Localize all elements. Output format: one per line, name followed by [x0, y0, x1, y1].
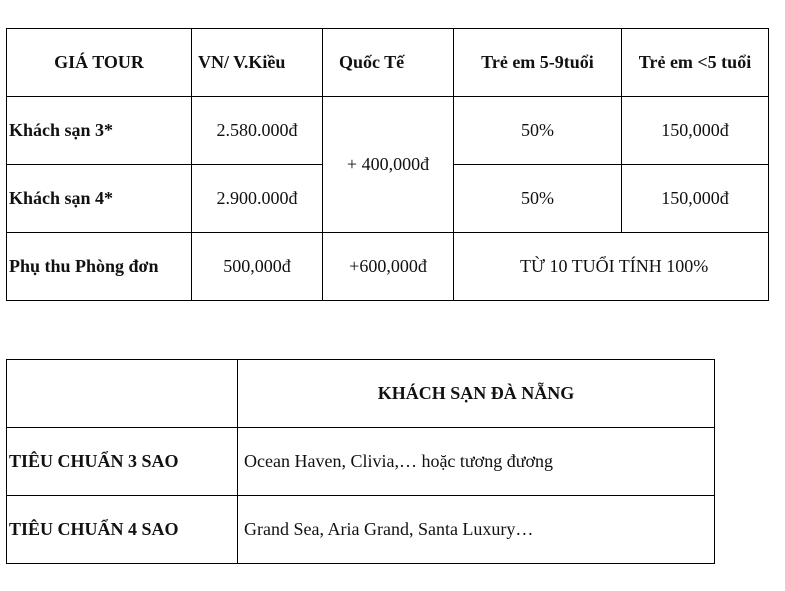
- row-label-hotel-3: Khách sạn 3*: [7, 97, 192, 165]
- hotel-row-3-star: [7, 428, 715, 496]
- price-row-hotel-3: [7, 97, 769, 165]
- header-gia-tour: GIÁ TOUR: [7, 29, 192, 97]
- single-room-note: TỪ 10 TUỔI TÍNH 100%: [454, 233, 769, 301]
- price-header-row: [7, 29, 769, 97]
- hotel-list-table: [6, 359, 715, 564]
- price-vn-hotel-3: 2.580.000đ: [192, 97, 323, 165]
- price-vn-single-room: 500,000đ: [192, 233, 323, 301]
- header-tre-em-5-9: Trẻ em 5-9tuổi: [454, 29, 622, 97]
- hotel-value-4-star: Grand Sea, Aria Grand, Santa Luxury…: [238, 496, 715, 564]
- hotel-value-3-star: Ocean Haven, Clivia,… hoặc tương đương: [238, 428, 715, 496]
- price-vn-hotel-4: 2.900.000đ: [192, 165, 323, 233]
- price-child-5-9-hotel-3: 50%: [454, 97, 622, 165]
- row-label-single-room: Phụ thu Phòng đơn: [7, 233, 192, 301]
- price-international-hotel: + 400,000đ: [323, 97, 454, 233]
- price-international-single-room: +600,000đ: [323, 233, 454, 301]
- hotel-label-3-star: TIÊU CHUẨN 3 SAO: [7, 428, 238, 496]
- tour-price-table: [6, 28, 769, 301]
- price-child-5-9-hotel-4: 50%: [454, 165, 622, 233]
- hotel-header-empty-cell: [7, 360, 238, 428]
- price-child-under5-hotel-3: 150,000đ: [622, 97, 769, 165]
- header-tre-em-under-5: Trẻ em <5 tuổi: [622, 29, 769, 97]
- row-label-hotel-4: Khách sạn 4*: [7, 165, 192, 233]
- price-child-under5-hotel-4: 150,000đ: [622, 165, 769, 233]
- header-vn-vkieu: VN/ V.Kiều: [192, 29, 323, 97]
- hotel-header-title: KHÁCH SẠN ĐÀ NẴNG: [238, 360, 715, 428]
- hotel-label-4-star: TIÊU CHUẨN 4 SAO: [7, 496, 238, 564]
- hotel-header-row: [7, 360, 715, 428]
- price-row-single-room: [7, 233, 769, 301]
- header-quoc-te: Quốc Tế: [323, 29, 454, 97]
- hotel-row-4-star: [7, 496, 715, 564]
